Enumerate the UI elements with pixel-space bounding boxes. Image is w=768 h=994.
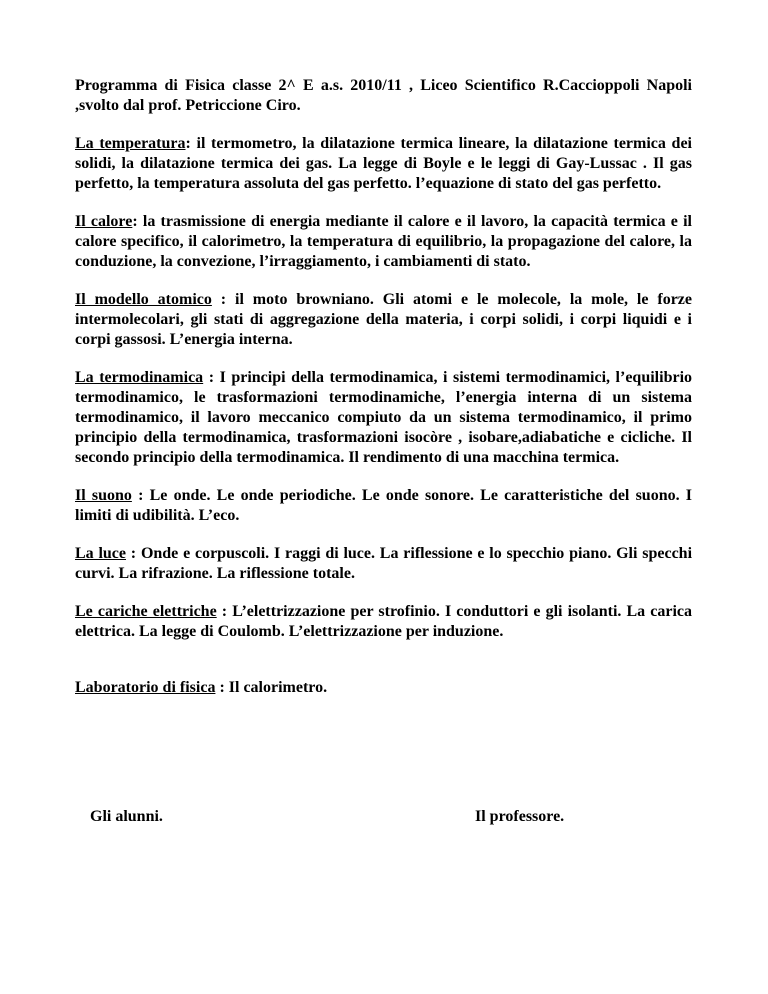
section-luce [75, 544, 692, 584]
section-termodinamica [75, 368, 692, 468]
section-calore [75, 212, 692, 272]
section-title: Il suono [75, 487, 132, 504]
section-body: il termometro, la dilatazione termica lineare, la dilatazione termica dei solidi, la dilatazione termica dei gas. La legge di Boyle e le leggi di Gay-Lussac . Il gas perfetto, la temperatura assoluta del gas perfetto. l’equazione di stato del gas perfetto. [75, 135, 692, 192]
section-separator: : [211, 291, 236, 308]
section-body: la trasmissione di energia mediante il calore e il lavoro, la capacità termica e il calore specifico, il calorimetro, la temperatura di equilibrio, la propagazione del calore, la conduzione, la convezione, l’irraggiamento, i cambiamenti di stato. [75, 213, 693, 270]
section-separator: : [126, 545, 141, 562]
section-title: La luce [75, 545, 127, 562]
section-separator: : [216, 603, 233, 620]
section-cariche-elettriche [75, 602, 692, 642]
professor-signature-label: Il professore. [475, 808, 565, 825]
section-suono [75, 486, 692, 526]
section-title: La termodinamica [75, 369, 204, 386]
section-body: Il calorimetro. [228, 679, 328, 696]
section-title: Il modello atomico [75, 291, 212, 308]
section-body: Le onde. Le onde periodiche. Le onde sonore. Le caratteristiche del suono. I limiti di udibilità. L’eco. [75, 487, 693, 524]
document-header: Programma di Fisica classe 2^ E a.s. 2010/11 , Liceo Scientifico R.Caccioppoli Napoli ,svolto dal prof. Petriccione Ciro. [75, 77, 692, 114]
section-modello-atomico [75, 290, 692, 350]
section-separator: : [185, 135, 197, 152]
section-temperatura [75, 134, 692, 194]
section-body: I principi della termodinamica, i sistemi termodinamici, l’equilibrio termodinamico, le trasformazioni termodinamiche, l’energia interna di un sistema termodinamico, il lavoro meccanico compiuto da un sistema termodinamico, il primo principio della termodinamica, trasformazioni isocòre , isobare,adiabatiche e cicliche. Il secondo principio della termodinamica. Il rendimento di una macchina termica. [75, 369, 693, 466]
section-body: L’elettrizzazione per strofinio. I conduttori e gli isolanti. La carica elettrica. La legge di Coulomb. L’elettrizzazione per induzione. [75, 603, 693, 640]
section-title: Il calore [75, 213, 133, 230]
section-laboratorio [75, 678, 692, 698]
section-body: Onde e corpuscoli. I raggi di luce. La riflessione e lo specchio piano. Gli specchi curvi. La rifrazione. La riflessione totale. [75, 545, 693, 582]
section-title: La temperatura [75, 135, 186, 152]
section-separator: : [132, 213, 143, 230]
section-body: il moto browniano. Gli atomi e le molecole, la mole, le forze intermolecolari, gli stati di aggregazione della materia, i corpi solidi, i corpi liquidi e i corpi gassosi. L’energia interna. [75, 291, 693, 348]
section-separator: : [203, 369, 220, 386]
section-title: Le cariche elettriche [75, 603, 217, 620]
section-title: Laboratorio di fisica [75, 679, 216, 696]
students-signature-label: Gli alunni. [90, 808, 163, 825]
spacer [75, 660, 692, 678]
document-body [75, 76, 692, 716]
section-separator: : [215, 679, 229, 696]
section-separator: : [131, 487, 150, 504]
